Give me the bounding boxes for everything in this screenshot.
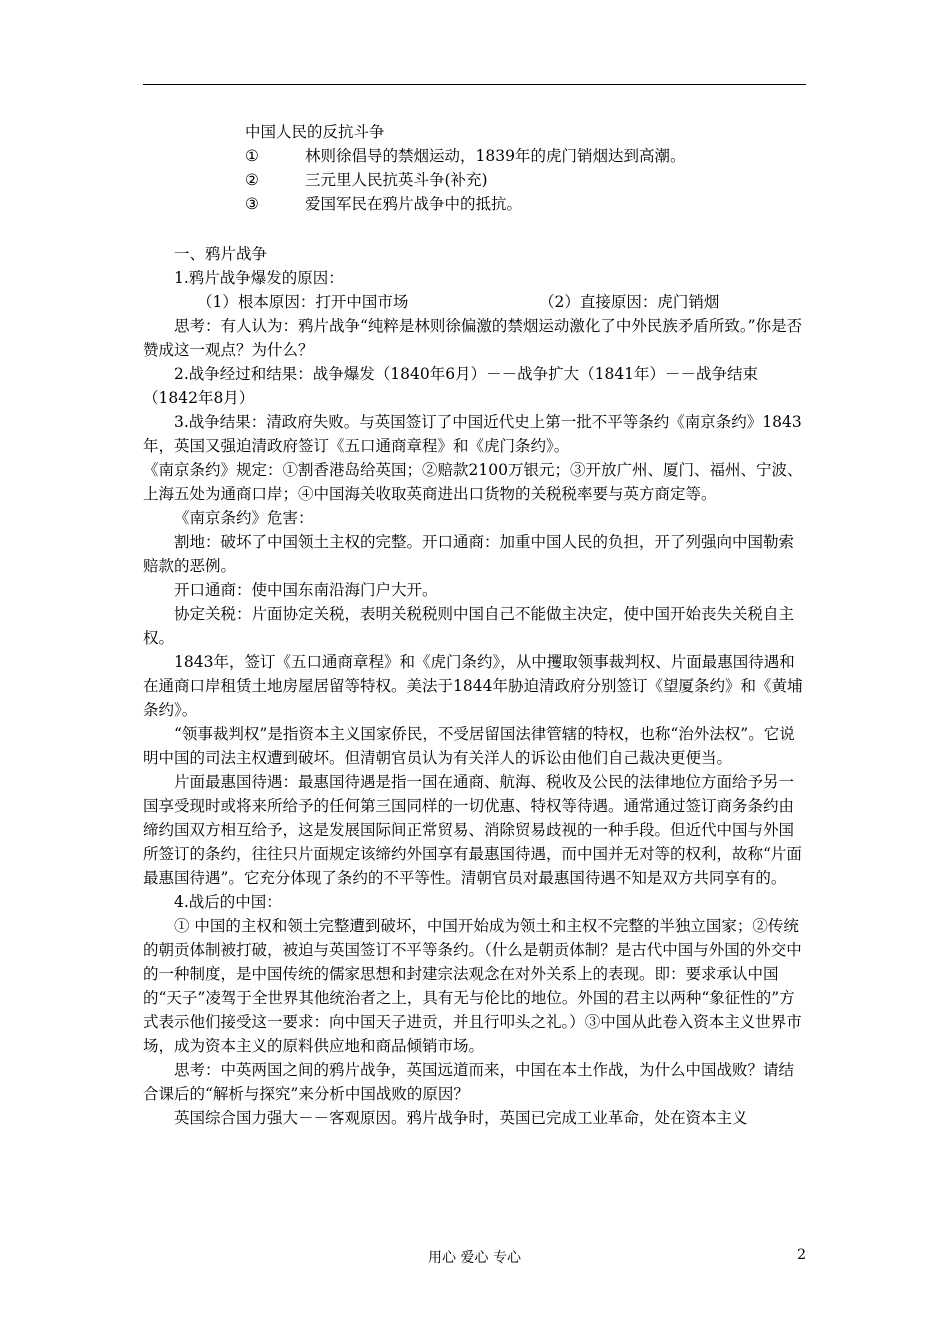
- intro-item-num: ②: [245, 171, 259, 189]
- cause-row: [143, 290, 806, 314]
- intro-title: 中国人民的反抗斗争: [245, 123, 385, 141]
- intro-item-num: ①: [245, 147, 259, 165]
- mfn-paragraph: 片面最惠国待遇：最惠国待遇是指一国在通商、航海、税收及公民的法律地位方面给予另一国享受现时或将来所给予的任何第三国同样的一切优惠、特权等待遇。通常通过签订商务条约由缔约国双方相互给予，这是发展国际间正常贸易、消除贸易歧视的一种手段。但近代中国与外国所签订的条约，往往只片面规定该缔约外国享有最惠国待遇，而中国并无对等的权利，故称“片面最惠国待遇”。它充分体现了条约的不平等性。清朝官员对最惠国待遇不知是双方共同享有的。: [143, 773, 802, 887]
- harm-cession: 割地：破坏了中国领土主权的完整。开口通商：加重中国人民的负担，开了列强向中国勒索赔款的恶例。: [143, 533, 795, 575]
- think-paragraph-2: 思考：中英两国之间的鸦片战争，英国远道而来，中国在本土作战，为什么中国战败？请结合课后的“解析与探究”来分析中国战败的原因？: [143, 1061, 795, 1103]
- intro-item-num: ③: [245, 195, 259, 213]
- think-paragraph-1: 思考：有人认为：鸦片战争“纯粹是林则徐偏激的禁烟运动激化了中外民族矛盾所致。”你是否赞成这一观点？为什么？: [143, 317, 803, 359]
- intro-item-1: [143, 144, 806, 168]
- consular-jurisdiction-paragraph: “领事裁判权”是指资本主义国家侨民，不受居留国法律管辖的特权，也称“治外法权”。它说明中国的司法主权遭到破坏。但清朝官员认为有关洋人的诉讼由他们自己裁决更便当。: [143, 725, 795, 767]
- treaty-1843-paragraph: 1843年，签订《五口通商章程》和《虎门条约》，从中攫取领事裁判权、片面最惠国待遇和在通商口岸租赁土地房屋居留等特权。美法于1844年胁迫清政府分别签订《望厦条约》和《黄埔条约》。: [143, 653, 803, 719]
- intro-item-3: [143, 192, 806, 216]
- document-body: [143, 120, 806, 1130]
- page-number: 2: [797, 1247, 806, 1263]
- result-paragraph: 3.战争结果：清政府失败。与英国签订了中国近代史上第一批不平等条约《南京条约》1843年，英国又强迫清政府签订《五口通商章程》和《虎门条约》。: [143, 413, 802, 455]
- course-paragraph: 2.战争经过和结果：战争爆发（1840年6月）－－战争扩大（1841年）－－战争结束（1842年8月）: [143, 365, 759, 407]
- last-paragraph: 英国综合国力强大－－客观原因。鸦片战争时，英国已完成工业革命，处在资本主义: [174, 1109, 748, 1127]
- header-rule: [143, 84, 806, 85]
- intro-item-2: [143, 168, 806, 192]
- after-war-title: 4.战后的中国：: [174, 893, 282, 911]
- harm-tariff: 协定关税：片面协定关税，表明关税税则中国自己不能做主决定，使中国开始丧失关税自主权。: [143, 605, 795, 647]
- harm-title: 《南京条约》危害：: [174, 509, 314, 527]
- footer-slogan: 用心 爱心 专心: [428, 1250, 521, 1266]
- intro-item-text: 林则徐倡导的禁烟运动，1839年的虎门销烟达到高潮。: [305, 147, 686, 165]
- section-heading: 一、鸦片战争: [174, 245, 268, 263]
- nanjing-terms-paragraph: 《南京条约》规定：①割香港岛给英国；②赔款2100万银元；③开放广州、厦门、福州、宁波、上海五处为通商口岸；④中国海关收取英商进出口货物的关税税率要与英方商定等。: [143, 461, 803, 503]
- cause-root: （1）根本原因：打开中国市场: [197, 293, 409, 311]
- cause-direct: （2）直接原因：虎门销烟: [539, 293, 720, 311]
- intro-item-text: 爱国军民在鸦片战争中的抵抗。: [305, 195, 523, 213]
- after-war-paragraph: ① 中国的主权和领土完整遭到破坏，中国开始成为领土和主权不完整的半独立国家；②传统的朝贡体制被打破，被迫与英国签订不平等条约。（什么是朝贡体制？是古代中国与外国的外交中的一种制度，是中国传统的儒家思想和封建宗法观念在对外关系上的表现。即：要求承认中国的“天子”凌驾于全世界其他统治者之上，具有无与伦比的地位。外国的君主以两种“象征性的”方式表示他们接受这一要求：向中国天子进贡，并且行叩头之礼。）③中国从此卷入资本主义世界市场，成为资本主义的原料供应地和商品倾销市场。: [143, 917, 802, 1055]
- intro-item-text: 三元里人民抗英斗争(补充): [305, 171, 488, 189]
- cause-title: 1.鸦片战争爆发的原因：: [174, 269, 344, 287]
- harm-open-ports: 开口通商：使中国东南沿海门户大开。: [174, 581, 438, 599]
